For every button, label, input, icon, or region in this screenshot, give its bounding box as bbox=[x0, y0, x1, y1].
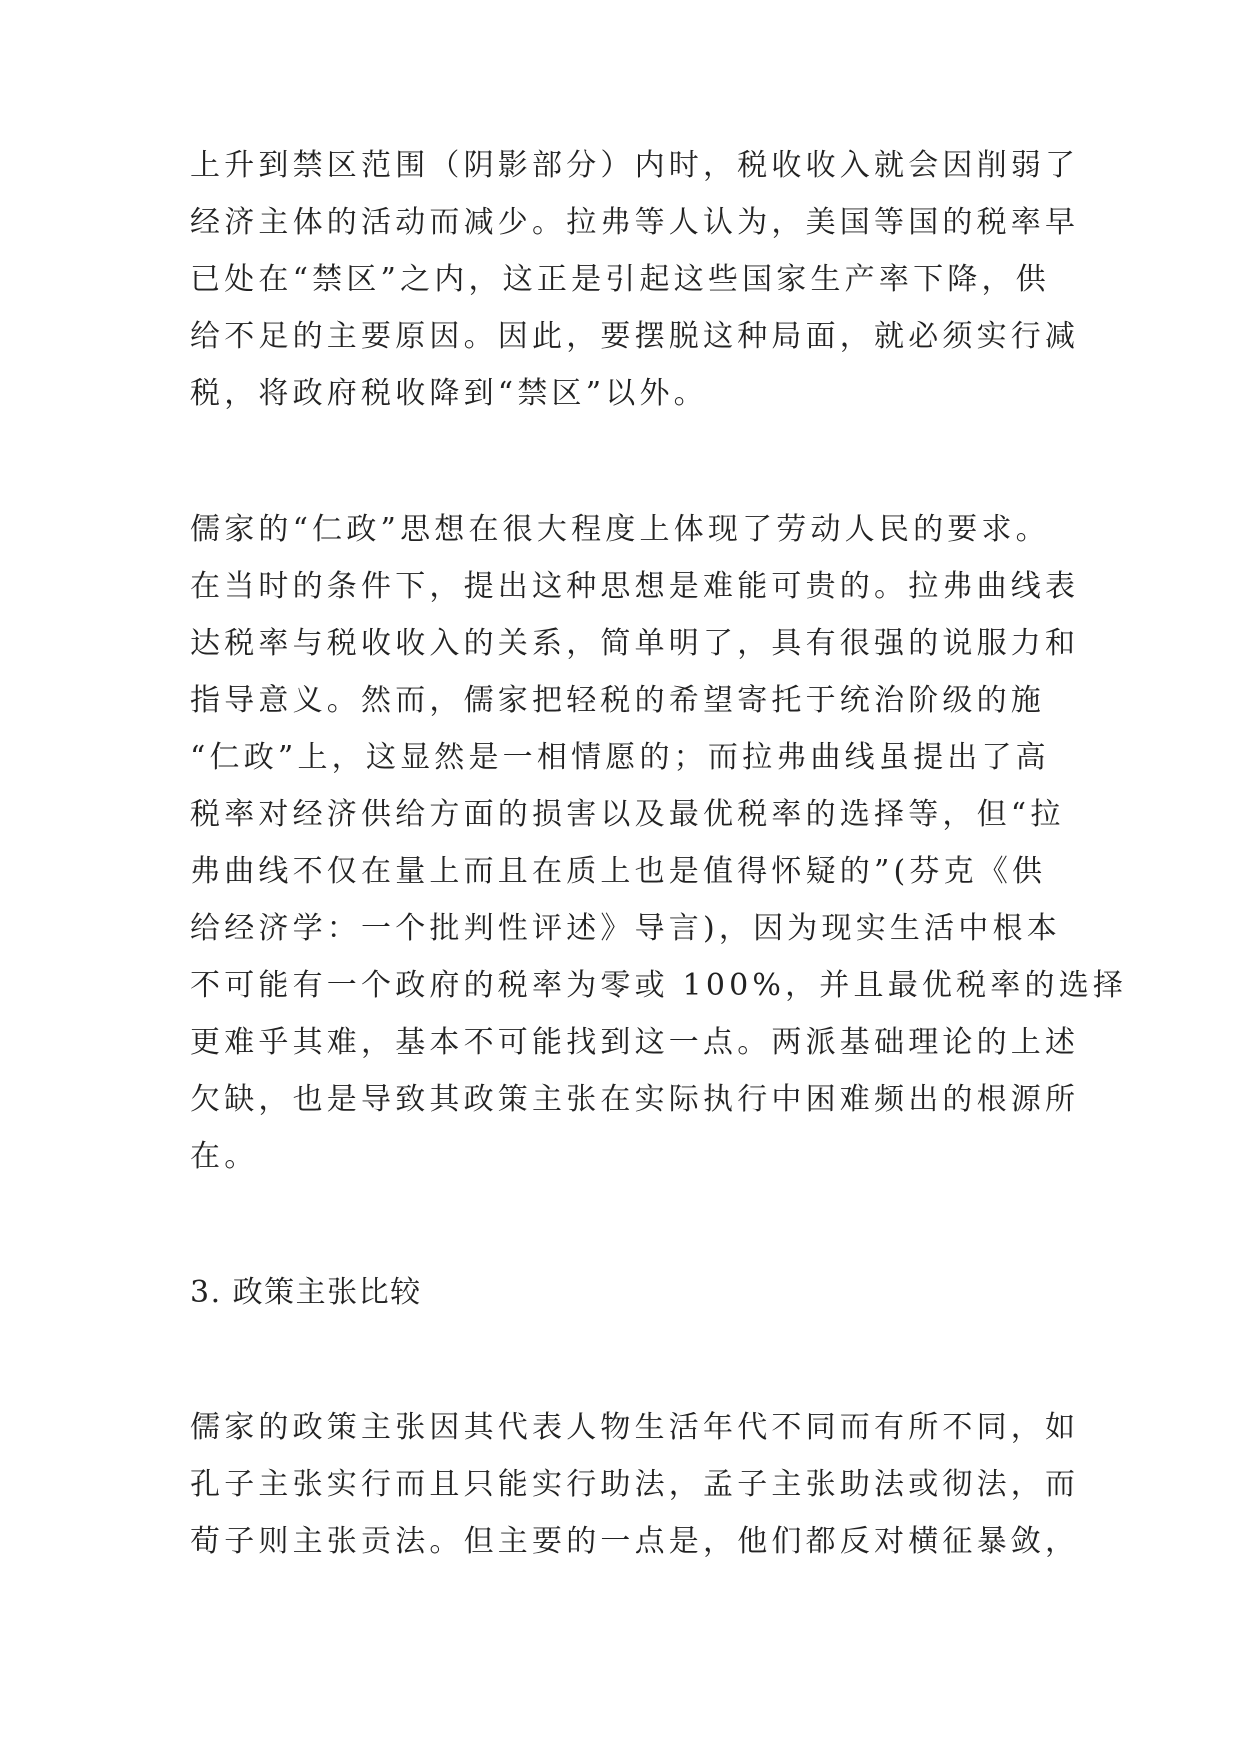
paragraph-1-line: 经济主体的活动而减少。拉弗等人认为，美国等国的税率早 bbox=[190, 205, 1080, 240]
paragraph-2-line: 在当时的条件下，提出这种思想是难能可贵的。拉弗曲线表 bbox=[190, 569, 1080, 604]
section-heading: 3. 政策主张比较 bbox=[190, 1275, 422, 1310]
paragraph-2-line: 给经济学：一个批判性评述》导言)，因为现实生活中根本 bbox=[190, 911, 1061, 946]
paragraph-2-line: 儒家的“仁政”思想在很大程度上体现了劳动人民的要求。 bbox=[190, 512, 1050, 547]
paragraph-2-line: 不可能有一个政府的税率为零或 100%，并且最优税率的选择 bbox=[190, 968, 1128, 1003]
paragraph-1-line: 上升到禁区范围（阴影部分）内时，税收收入就会因削弱了 bbox=[190, 148, 1080, 183]
paragraph-1-line: 给不足的主要原因。因此，要摆脱这种局面，就必须实行减 bbox=[190, 319, 1080, 354]
paragraph-3-line: 荀子则主张贡法。但主要的一点是，他们都反对横征暴敛， bbox=[190, 1524, 1080, 1559]
paragraph-2-line: 税率对经济供给方面的损害以及最优税率的选择等，但“拉 bbox=[190, 797, 1065, 832]
paragraph-2-line: 在。 bbox=[190, 1139, 259, 1174]
paragraph-2-line: 欠缺，也是导致其政策主张在实际执行中困难频出的根源所 bbox=[190, 1082, 1080, 1117]
paragraph-2-line: 达税率与税收收入的关系，简单明了，具有很强的说服力和 bbox=[190, 626, 1080, 661]
paragraph-1-line: 税，将政府税收降到“禁区”以外。 bbox=[190, 376, 708, 411]
paragraph-2-line: 指导意义。然而，儒家把轻税的希望寄托于统治阶级的施 bbox=[190, 683, 1045, 718]
paragraph-2-line: 更难乎其难，基本不可能找到这一点。两派基础理论的上述 bbox=[190, 1025, 1080, 1060]
paragraph-3-line: 儒家的政策主张因其代表人物生活年代不同而有所不同，如 bbox=[190, 1410, 1080, 1445]
paragraph-3-line: 孔子主张实行而且只能实行助法，孟子主张助法或彻法，而 bbox=[190, 1467, 1080, 1502]
paragraph-1-line: 已处在“禁区”之内，这正是引起这些国家生产率下降，供 bbox=[190, 262, 1050, 297]
paragraph-2-line: 弗曲线不仅在量上而且在质上也是值得怀疑的”(芬克《供 bbox=[190, 854, 1047, 889]
paragraph-2-line: “仁政”上，这显然是一相情愿的；而拉弗曲线虽提出了高 bbox=[190, 740, 1050, 775]
